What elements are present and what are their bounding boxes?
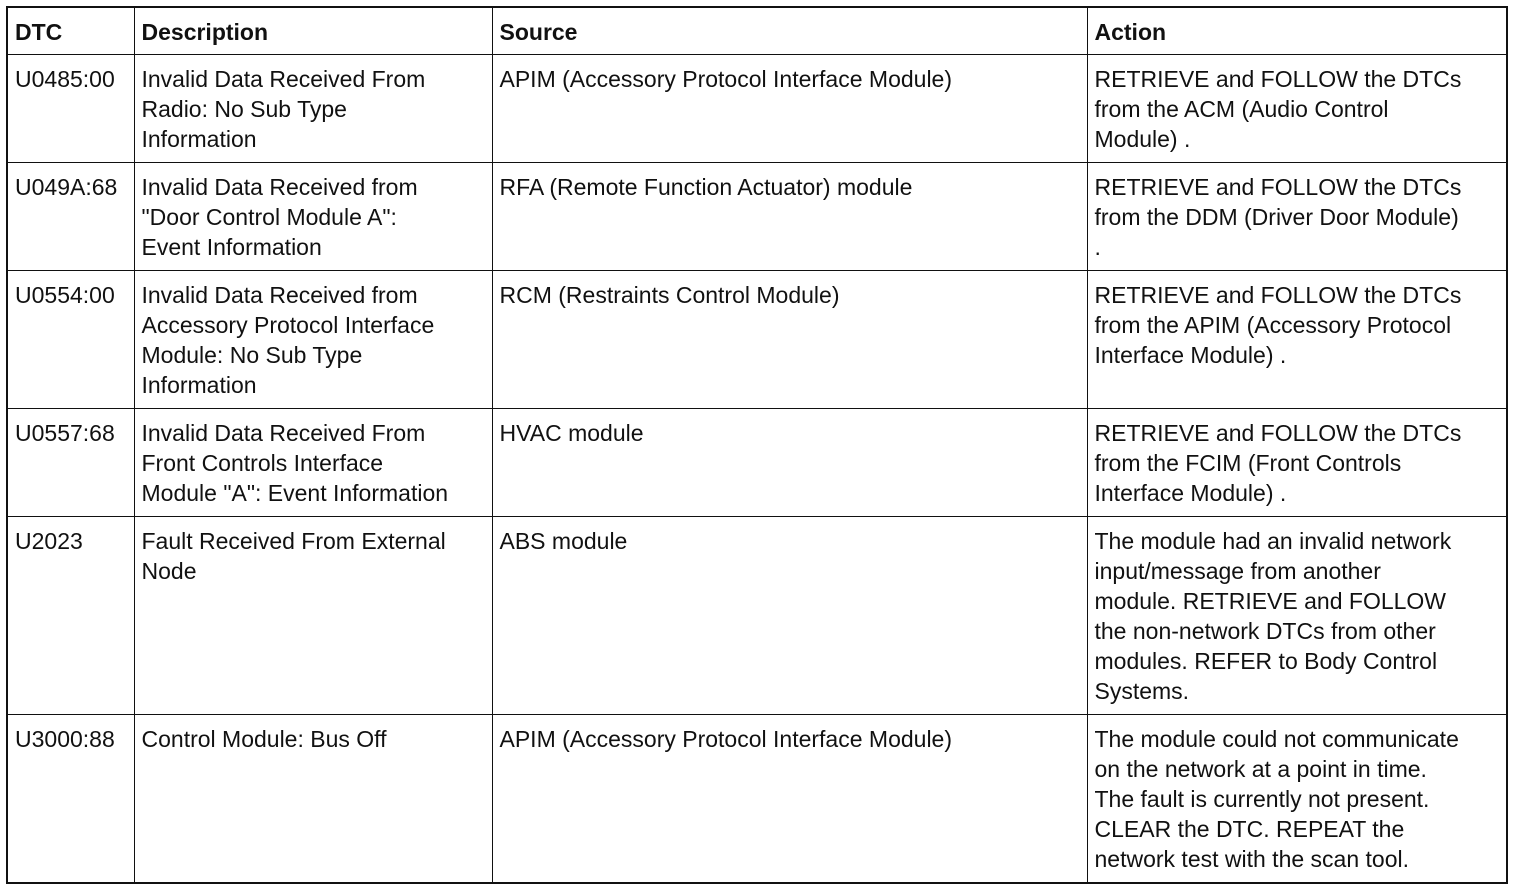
dtc-code-cell: U049A:68: [7, 163, 134, 271]
header-dtc: DTC: [7, 7, 134, 55]
source-cell: RFA (Remote Function Actuator) module: [492, 163, 1087, 271]
source-cell: HVAC module: [492, 409, 1087, 517]
description-cell: Invalid Data Received from Accessory Protocol Interface Module: No Sub Type Information: [134, 271, 492, 409]
header-description: Description: [134, 7, 492, 55]
dtc-code-cell: U0485:00: [7, 55, 134, 163]
description-cell: Control Module: Bus Off: [134, 715, 492, 884]
description-cell: Invalid Data Received from "Door Control Module A": Event Information: [134, 163, 492, 271]
dtc-table: [6, 6, 1508, 884]
description-cell: Invalid Data Received From Radio: No Sub Type Information: [134, 55, 492, 163]
table-row: [7, 409, 1507, 517]
table-row: [7, 271, 1507, 409]
description-cell: Fault Received From External Node: [134, 517, 492, 715]
source-cell: RCM (Restraints Control Module): [492, 271, 1087, 409]
source-cell: APIM (Accessory Protocol Interface Module): [492, 55, 1087, 163]
action-cell: The module had an invalid network input/message from another module. RETRIEVE and FOLLOW the non-network DTCs from other modules. REFER to Body Control Systems.: [1087, 517, 1507, 715]
header-source: Source: [492, 7, 1087, 55]
dtc-code-cell: U2023: [7, 517, 134, 715]
table-row: [7, 163, 1507, 271]
action-cell: RETRIEVE and FOLLOW the DTCs from the ACM (Audio Control Module) .: [1087, 55, 1507, 163]
table-row: [7, 55, 1507, 163]
action-cell: The module could not communicate on the network at a point in time. The fault is currently not present. CLEAR the DTC. REPEAT the network test with the scan tool.: [1087, 715, 1507, 884]
table-header-row: [7, 7, 1507, 55]
table-row: [7, 517, 1507, 715]
dtc-code-cell: U0554:00: [7, 271, 134, 409]
header-action: Action: [1087, 7, 1507, 55]
description-cell: Invalid Data Received From Front Controls Interface Module "A": Event Information: [134, 409, 492, 517]
action-cell: RETRIEVE and FOLLOW the DTCs from the FCIM (Front Controls Interface Module) .: [1087, 409, 1507, 517]
action-cell: RETRIEVE and FOLLOW the DTCs from the APIM (Accessory Protocol Interface Module) .: [1087, 271, 1507, 409]
table-row: [7, 715, 1507, 884]
source-cell: ABS module: [492, 517, 1087, 715]
action-cell: RETRIEVE and FOLLOW the DTCs from the DDM (Driver Door Module) .: [1087, 163, 1507, 271]
dtc-code-cell: U3000:88: [7, 715, 134, 884]
source-cell: APIM (Accessory Protocol Interface Module): [492, 715, 1087, 884]
dtc-code-cell: U0557:68: [7, 409, 134, 517]
